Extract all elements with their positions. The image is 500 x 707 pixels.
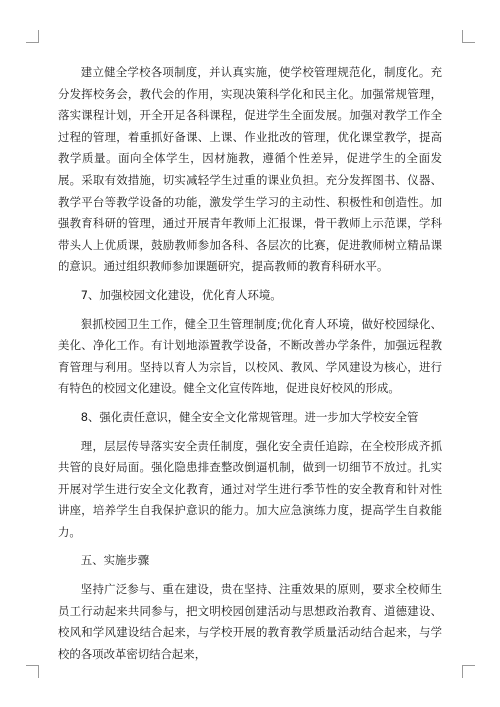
crop-mark-top-left <box>26 30 39 43</box>
heading-safety-management: 8、强化责任意识，健全安全文化常规管理。进一步加大学校安全管 <box>80 409 419 424</box>
crop-mark-bottom-right <box>462 665 475 678</box>
paragraph-campus-culture: 狠抓校园卫生工作，健全卫生管理制度;优化育人环境，做好校园绿化、美化、净化工作。有计划地添置教学设备，不断改善办学条件，加强远程教育管理与利用。坚持以育人为宗旨，以校风、教风、学风建设为核心，进行有特色的校园文化建设。健全文化宣传阵地，促进良好校风的形成。 <box>58 316 442 396</box>
document-body <box>58 62 442 665</box>
paragraph-implementation-steps: 坚持广泛参与、重在建设，贵在坚持、注重效果的原则，要求全校师生员工行动起来共同参与，把文明校园创建活动与思想政治教育、道德建设、校风和学风建设结合起来，与学校开展的教育教学质量活动结合起来，与学校的各项改革密切结合起来， <box>58 582 442 661</box>
crop-mark-top-right <box>462 30 475 43</box>
paragraph-safety-management: 理，层层传导落实安全责任制度，强化安全责任追踪，在全校形成齐抓共管的良好局面。强化隐患排查整改倒逼机制，做到一切细节不放过。扎实开展对学生进行安全文化教育，通过对学生进行季节性的安全教育和针对性讲座，培养学生自我保护意识的能力。加大应急演练力度，提高学生自救能力。 <box>58 438 442 539</box>
paragraph-school-management: 建立健全学校各项制度，并认真实施，使学校管理规范化，制度化。充分发挥校务会，教代会的作用，实现决策科学化和民主化。加强常规管理，落实课程计划，开全开足各科课程，促进学生全面发展。加强对教学工作全过程的管理，着重抓好备课、上课、作业批改的管理，优化课堂教学，提高教学质量。面向全体学生，因材施教，遵循个性差异，促进学生的全面发展。采取有效措施，切实减轻学生过重的课业负担。充分发挥图书、仪器、教学平台等教学设备的功能，激发学生学习的主动性、积极性和创造性。加强教育科研的管理，通过开展青年教师上汇报课，骨干教师上示范课，学科带头人上优质课，鼓励教师参加各科、各层次的比赛，促进教师树立精品课的意识。通过组织教师参加课题研究，提高教师的教育科研水平。 <box>58 65 442 274</box>
heading-campus-culture: 7、加强校园文化建设，优化育人环境。 <box>80 287 282 302</box>
crop-mark-bottom-left <box>26 665 39 678</box>
heading-implementation-steps: 五、实施步骤 <box>80 553 150 568</box>
